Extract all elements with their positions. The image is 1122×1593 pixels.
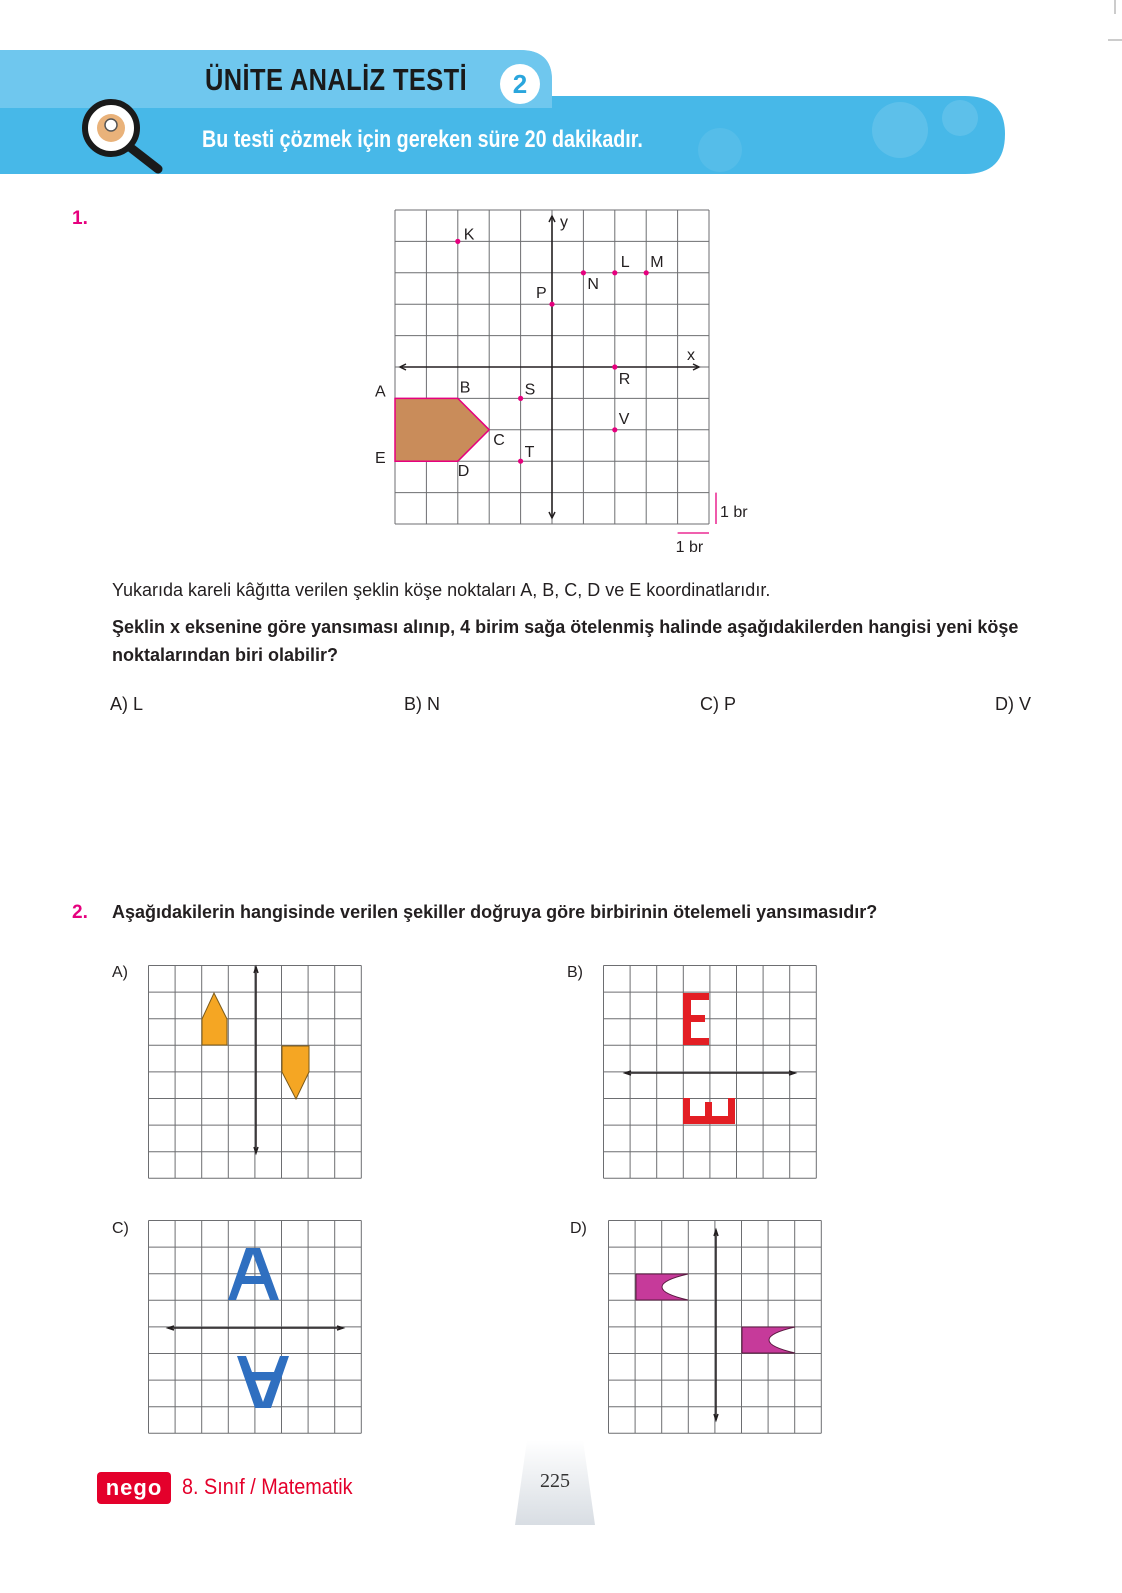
point-p [549, 302, 554, 307]
question-2-number: 2. [72, 902, 88, 923]
point-m [644, 270, 649, 275]
point-s [518, 396, 523, 401]
header-banner-shape [0, 0, 1122, 190]
scale-label-x: 1 br [675, 539, 704, 556]
question-2-prompt: Aşağıdakilerin hangisinde verilen şekiller doğruya göre birbirinin ötelemeli yansımasıdır? [112, 902, 878, 922]
q2-option-a-label[interactable]: A) [112, 964, 128, 981]
vertex-label-a: A [375, 383, 386, 401]
point-label-v: V [618, 410, 630, 428]
point-v [612, 427, 617, 432]
magenta-flag-shape [742, 1327, 795, 1353]
option-c-figure[interactable] [148, 1220, 366, 1438]
option-a-figure[interactable] [148, 965, 366, 1183]
q2-option-d-label[interactable]: D) [570, 1220, 587, 1237]
orange-pentagon-shape [282, 1046, 309, 1099]
point-label-l: L [620, 253, 630, 271]
page-number: 225 [540, 1470, 570, 1492]
vertex-label-e: E [375, 450, 386, 468]
pentagon-shape [395, 398, 489, 461]
point-label-r: R [618, 371, 631, 388]
point-t [518, 459, 523, 464]
test-duration-note: Bu testi çözmek için gereken süre 20 dakikadır. [202, 126, 643, 153]
answer-option-d[interactable]: D) V [995, 694, 1031, 714]
crop-mark [1108, 0, 1122, 60]
coordinate-grid [375, 205, 760, 560]
orange-pentagon-shape [202, 993, 227, 1045]
test-number-badge: 2 [500, 64, 540, 104]
magenta-flag-shape [636, 1274, 688, 1300]
answer-option-a[interactable]: A) L [110, 694, 144, 714]
point-label-k: K [463, 226, 475, 244]
question-1-number: 1. [72, 208, 88, 229]
vertex-label-b: B [459, 379, 471, 397]
q2-option-c-label[interactable]: C) [112, 1220, 129, 1237]
course-label: 8. Sınıf / Matematik [182, 1474, 353, 1499]
answer-option-c[interactable]: C) P [700, 694, 736, 714]
option-d-figure[interactable] [608, 1220, 826, 1438]
vertex-label-c: C [493, 431, 505, 449]
vertex-label-d: D [457, 463, 470, 481]
test-title: ÜNİTE ANALİZ TESTİ [205, 62, 468, 97]
y-axis-label: y [560, 214, 568, 231]
point-label-p: P [536, 285, 547, 303]
letter-e-rotated-shape [683, 1098, 735, 1124]
grid-lines [604, 966, 817, 1179]
q2-option-b-label[interactable]: B) [567, 964, 583, 981]
scale-label-y: 1 br [720, 504, 748, 521]
point-label-t: T [524, 444, 535, 462]
question-1-prompt: Şeklin x eksenine göre yansıması alınıp, 4 birim sağa ötelenmiş halinde aşağıdakilerden hangisi yeni köşe noktalarından biri olabilir? [112, 617, 1019, 665]
magnifier-icon [78, 95, 168, 175]
brand-logo: nego [97, 1472, 171, 1504]
point-label-s: S [524, 381, 536, 399]
point-label-n: N [587, 275, 599, 293]
option-b-figure[interactable] [603, 965, 821, 1183]
grid-lines [149, 966, 362, 1179]
point-label-m: M [650, 253, 664, 271]
answer-option-b[interactable]: B) N [404, 694, 440, 714]
question-1-text: Yukarıda kareli kâğıtta verilen şeklin köşe noktaları A, B, C, D ve E koordinatlarıdır. [112, 580, 771, 600]
point-k [455, 239, 460, 244]
point-r [612, 364, 617, 369]
point-l [612, 270, 617, 275]
point-n [581, 270, 586, 275]
x-axis-label: x [687, 347, 695, 364]
